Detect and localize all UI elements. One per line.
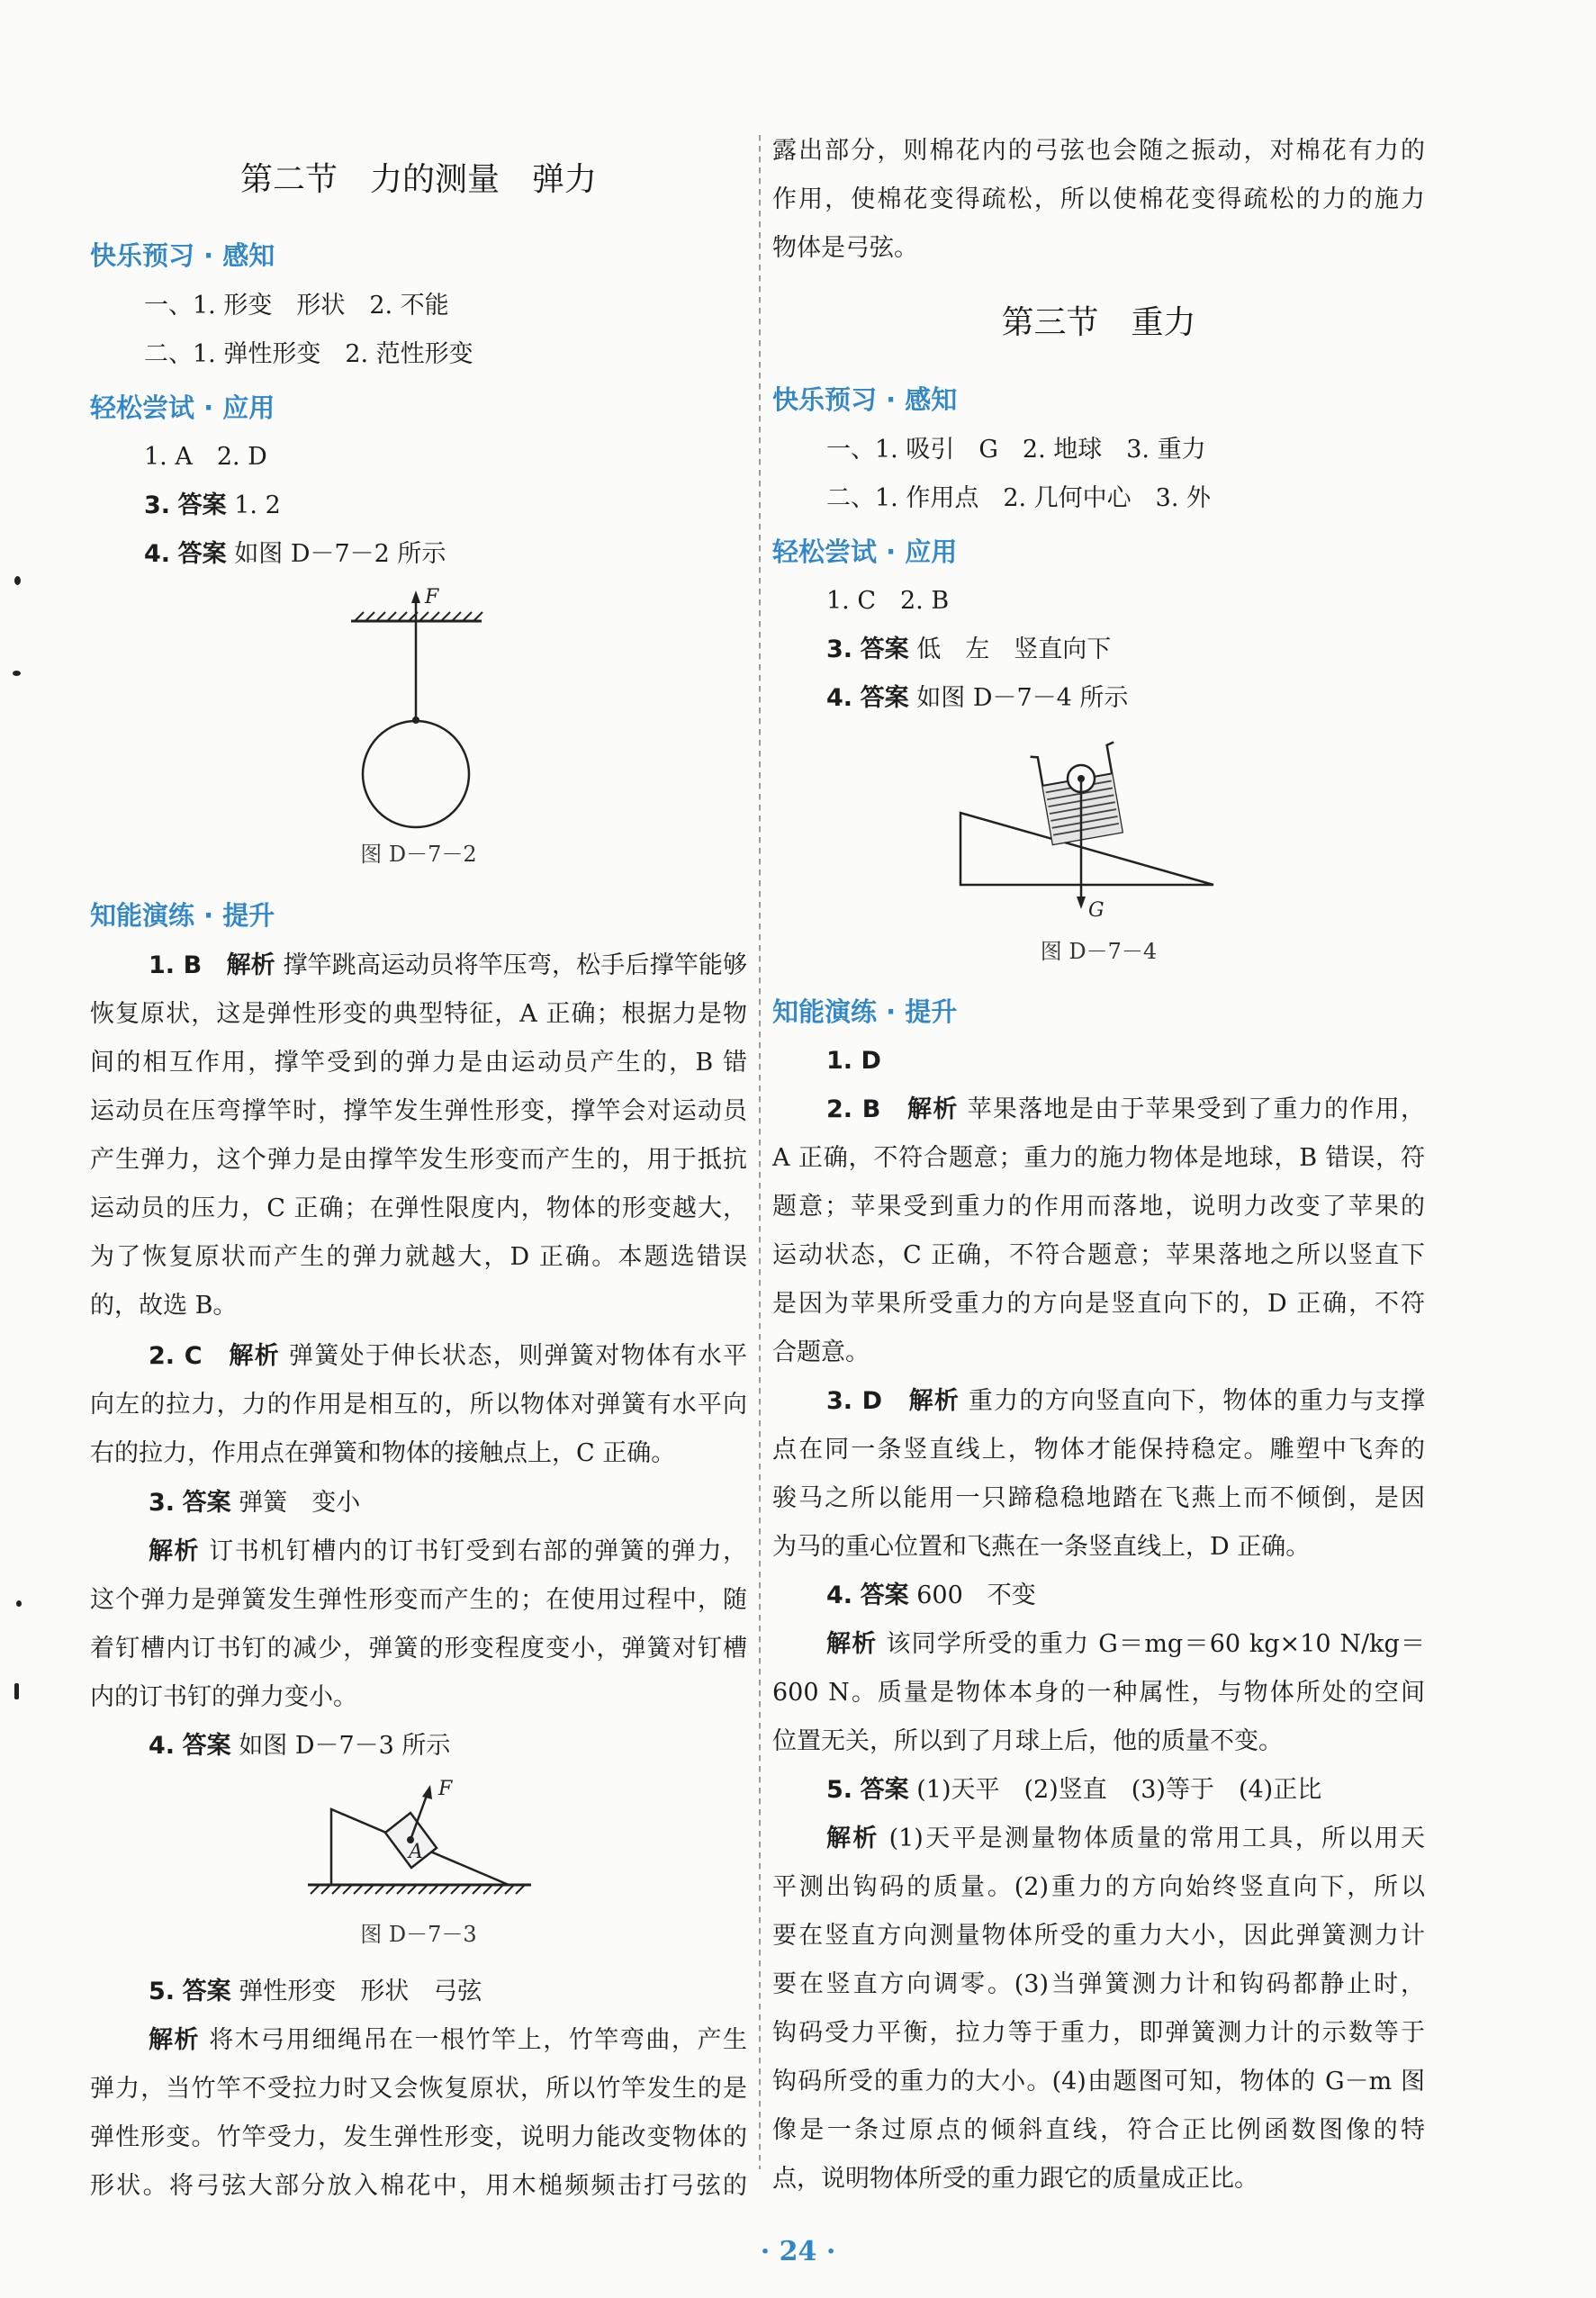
- explanation-line: 合题意。: [772, 1338, 870, 1366]
- answer-line: [772, 680, 1425, 716]
- q-number: 2. C: [149, 1342, 203, 1370]
- q-number: 4.: [144, 540, 171, 568]
- explanation-line: 间的相互作用，撑竿受到的弹力是由运动员产生的，B 错: [90, 1049, 747, 1077]
- explanation-text: 该同学所受的重力 G＝mg＝60 kg×10 N/kg＝: [886, 1630, 1425, 1658]
- explanation-line: 钩码所受的重力的大小。(4)由题图可知，物体的 G－m 图: [772, 2068, 1425, 2095]
- explanation-line: 运动状态，C 正确，不符合题意；苹果落地之所以竖直下: [772, 1241, 1425, 1269]
- explanation-line: 物体是弓弦。: [772, 234, 918, 262]
- answer-line: [90, 1974, 747, 2010]
- explanation-line: 要在竖直方向调零。(3)当弹簧测力计和钩码都静止时，: [772, 1970, 1425, 1998]
- explanation-line: [772, 1821, 1425, 1857]
- heading-practice: 知能演练 · 提升: [772, 996, 958, 1027]
- explanation-text: (1)天平是测量物体质量的常用工具，所以用天: [888, 1825, 1425, 1852]
- q-number: 3.: [149, 1489, 176, 1517]
- column-divider: [759, 135, 761, 2169]
- heading-practice: 知能演练 · 提升: [90, 900, 275, 931]
- answer-line: 一、1. 形变 形状 2. 不能: [144, 292, 449, 320]
- q-number: 4.: [826, 684, 853, 712]
- answer-label: 答案: [182, 1489, 231, 1517]
- answer-line: [772, 1043, 1425, 1079]
- explanation-line: 运动员在压弯撑竿时，撑竿发生弹性形变，撑竿会对运动员: [90, 1097, 747, 1125]
- analysis-label: 解析: [149, 1537, 201, 1565]
- explanation-line: 恢复原状，这是弹性形变的典型特征，A 正确；根据力是物: [90, 1000, 747, 1028]
- explanation-line: 600 N。质量是物体本身的一种属性，与物体所处的空间: [772, 1679, 1425, 1707]
- heading-try: 轻松尝试 · 应用: [90, 392, 275, 423]
- answer-line: [772, 1772, 1425, 1808]
- answer-text: (1)天平 (2)竖直 (3)等于 (4)正比: [916, 1776, 1322, 1804]
- heading-try: 轻松尝试 · 应用: [772, 536, 958, 567]
- figure-d-7-3: [306, 1775, 540, 1906]
- explanation-line: 内的订书钉的弹力变小。: [90, 1683, 357, 1711]
- answer-label: 答案: [182, 1978, 231, 2005]
- explanation-line: 点，说明物体所受的重力跟它的质量成正比。: [772, 2165, 1258, 2193]
- answer-text: 1. 2: [234, 491, 281, 519]
- explanation-line: 钩码受力平衡，拉力等于重力，即弹簧测力计的示数等于: [772, 2019, 1425, 2047]
- force-label: F: [425, 586, 439, 608]
- force-label: F: [438, 1778, 453, 1800]
- explanation-line: 位置无关，所以到了月球上后，他的质量不变。: [772, 1727, 1283, 1755]
- explanation-line: [90, 948, 747, 984]
- explanation-line: 弹力，当竹竿不受拉力时又会恢复原状，所以竹竿发生的是: [90, 2075, 747, 2103]
- section-title-2: 第二节 力的测量 弹力: [239, 161, 597, 198]
- explanation-line: [772, 1627, 1425, 1663]
- answer-label: 答案: [177, 540, 227, 568]
- force-label: G: [1088, 899, 1105, 922]
- block-label: A: [409, 1841, 423, 1863]
- q-number: 3.: [144, 491, 171, 519]
- explanation-line: 平测出钩码的质量。(2)重力的方向始终竖直向下，所以: [772, 1873, 1425, 1901]
- explanation-line: 弹性形变。竹竿受力，发生弹性形变，说明力能改变物体的: [90, 2123, 747, 2151]
- analysis-label: 解析: [149, 2026, 201, 2054]
- explanation-line: 的，故选 B。: [90, 1292, 238, 1320]
- answer-line: [90, 488, 747, 524]
- page-number: · 24 ·: [760, 2236, 836, 2267]
- figure-d-7-2: [342, 585, 504, 833]
- figure-caption: 图 D－7－3: [360, 1922, 477, 1947]
- explanation-line: [772, 1092, 1425, 1128]
- q-number: 5.: [826, 1776, 853, 1804]
- figure-caption: 图 D－7－2: [360, 842, 477, 867]
- explanation-line: [90, 1338, 747, 1374]
- answer-label: 答案: [182, 1732, 231, 1760]
- explanation-text: 订书机钉槽内的订书钉受到右部的弹簧的弹力，: [209, 1537, 747, 1565]
- answer-line: [90, 536, 747, 572]
- explanation-line: [90, 1534, 747, 1570]
- explanation-line: 右的拉力，作用点在弹簧和物体的接触点上，C 正确。: [90, 1439, 676, 1467]
- explanation-line: 产生弹力，这个弹力是由撑竿发生形变而产生的，用于抵抗: [90, 1146, 747, 1174]
- analysis-label: 解析: [826, 1630, 878, 1658]
- explanation-text: 撑竿跳高运动员将竿压弯，松手后撑竿能够: [283, 951, 747, 979]
- explanation-text: 重力的方向竖直向下，物体的重力与支撑: [968, 1387, 1425, 1415]
- answer-label: 答案: [860, 1776, 909, 1804]
- explanation-line: A 正确，不符合题意；重力的施力物体是地球，B 错误，符: [772, 1144, 1425, 1172]
- figure-d-7-4: [957, 736, 1222, 921]
- answer-line: 二、1. 弹性形变 2. 范性形变: [144, 340, 473, 368]
- explanation-text: 苹果落地是由于苹果受到了重力的作用，: [967, 1095, 1425, 1123]
- explanation-line: 作用，使棉花变得疏松，所以使棉花变得疏松的力的施力: [772, 185, 1425, 213]
- explanation-line: [772, 1383, 1425, 1419]
- heading-preview: 快乐预习 · 感知: [772, 384, 958, 415]
- scan-mark: [14, 1683, 19, 1699]
- explanation-line: 这个弹力是弹簧发生弹性形变而产生的；在使用过程中，随: [90, 1586, 747, 1614]
- q-number: 2. B: [826, 1095, 881, 1123]
- answer-text: 如图 D－7－2 所示: [234, 540, 446, 568]
- answer-text: 低 左 竖直向下: [916, 635, 1112, 663]
- analysis-label: 解析: [826, 1825, 879, 1852]
- explanation-line: 像是一条过原点的倾斜直线，符合正比例函数图像的特: [772, 2116, 1425, 2144]
- answer-line: [90, 1728, 747, 1764]
- explanation-line: 要在竖直方向测量物体所受的重力大小，因此弹簧测力计: [772, 1922, 1425, 1950]
- answer-text: 弹性形变 形状 弓弦: [239, 1978, 482, 2005]
- q-number: 4.: [149, 1732, 176, 1760]
- q-number: 5.: [149, 1978, 176, 2005]
- explanation-line: 为了恢复原状而产生的弹力就越大，D 正确。本题选错误: [90, 1243, 747, 1271]
- scan-mark: [16, 1600, 22, 1607]
- analysis-label: 解析: [908, 1387, 960, 1415]
- explanation-line: 题意；苹果受到重力的作用而落地，说明力改变了苹果的: [772, 1193, 1425, 1221]
- q-number: 3.: [826, 635, 853, 663]
- analysis-label: 解析: [229, 1342, 281, 1370]
- explanation-line: 运动员的压力，C 正确；在弹性限度内，物体的形变越大，: [90, 1194, 747, 1222]
- figure-caption: 图 D－7－4: [1040, 939, 1158, 964]
- answer-line: 一、1. 吸引 G 2. 地球 3. 重力: [826, 436, 1206, 464]
- q-number: 1. D: [826, 1047, 881, 1075]
- explanation-text: 弹簧处于伸长状态，则弹簧对物体有水平: [289, 1342, 747, 1370]
- answer-text: 如图 D－7－3 所示: [239, 1732, 451, 1760]
- answer-text: 弹簧 变小: [239, 1489, 361, 1517]
- explanation-line: 向左的拉力，力的作用是相互的，所以物体对弹簧有水平向: [90, 1391, 747, 1419]
- explanation-text: 将木弓用细绳吊在一根竹竿上，竹竿弯曲，产生: [209, 2026, 747, 2054]
- explanation-line: 为马的重心位置和飞燕在一条竖直线上，D 正确。: [772, 1533, 1311, 1561]
- q-number: 3. D: [826, 1387, 883, 1415]
- section-title-3: 第三节 重力: [1001, 304, 1196, 341]
- answer-line: 1. A 2. D: [144, 443, 267, 471]
- heading-preview: 快乐预习 · 感知: [90, 240, 275, 271]
- answer-label: 答案: [177, 491, 227, 519]
- explanation-line: [90, 2023, 747, 2059]
- answer-text: 600 不变: [916, 1582, 1036, 1609]
- answer-line: 1. C 2. B: [826, 587, 950, 615]
- analysis-label: 解析: [907, 1095, 959, 1123]
- answer-line: [772, 632, 1425, 668]
- answer-label: 答案: [860, 635, 909, 663]
- explanation-line: 是因为苹果所受重力的方向是竖直向下的，D 正确，不符: [772, 1290, 1425, 1318]
- explanation-line: 着钉槽内订书钉的减少，弹簧的形变程度变小，弹簧对钉槽: [90, 1635, 747, 1663]
- explanation-line: 露出部分，则棉花内的弓弦也会随之振动，对棉花有力的: [772, 137, 1425, 165]
- answer-label: 答案: [860, 1582, 909, 1609]
- answer-line: [772, 1578, 1425, 1614]
- explanation-line: 点在同一条竖直线上，物体才能保持稳定。雕塑中飞奔的: [772, 1436, 1425, 1464]
- answer-text: 如图 D－7－4 所示: [916, 684, 1129, 712]
- answer-line: 二、1. 作用点 2. 几何中心 3. 外: [826, 484, 1212, 512]
- scan-mark: [13, 671, 21, 676]
- explanation-line: 骏马之所以能用一只蹄稳稳地踏在飞燕上而不倾倒，是因: [772, 1484, 1425, 1512]
- explanation-line: 形状。将弓弦大部分放入棉花中，用木槌频频击打弓弦的: [90, 2172, 747, 2200]
- answer-line: [90, 1485, 747, 1521]
- scan-mark: [14, 576, 21, 585]
- analysis-label: 解析: [226, 951, 275, 979]
- q-number: 1. B: [149, 951, 203, 979]
- q-number: 4.: [826, 1582, 853, 1609]
- answer-label: 答案: [860, 684, 909, 712]
